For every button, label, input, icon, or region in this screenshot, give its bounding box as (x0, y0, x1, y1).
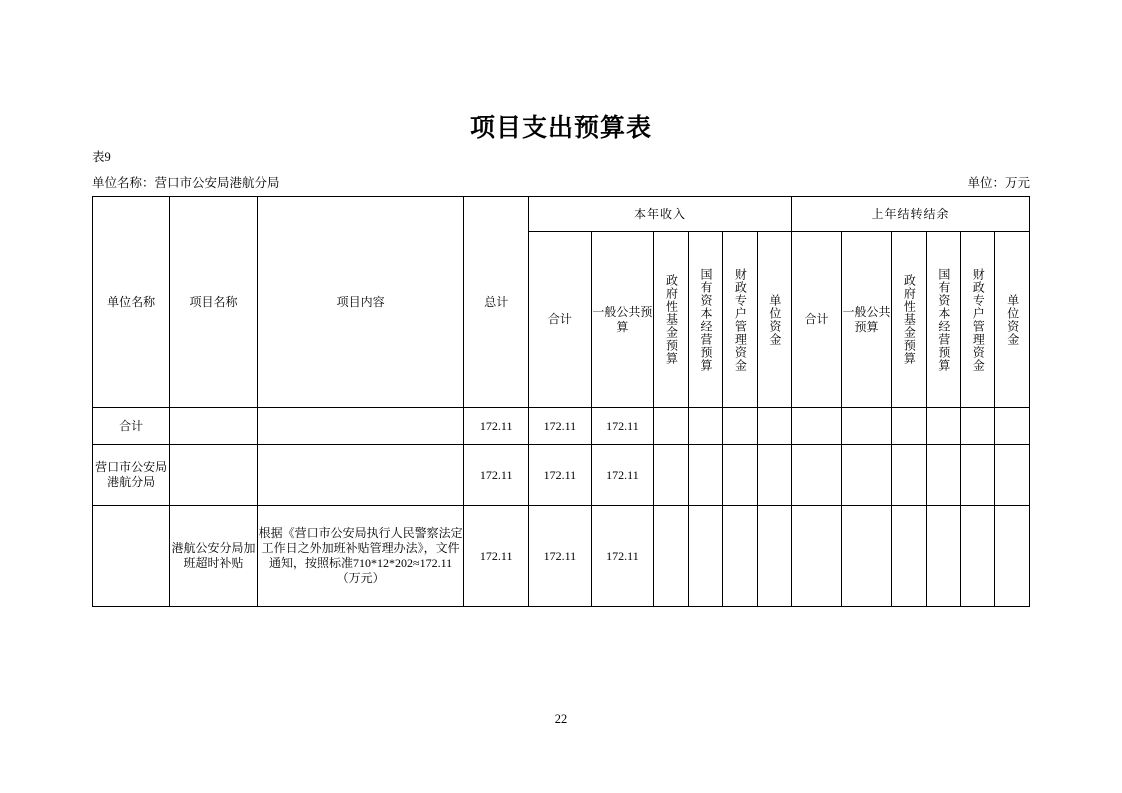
header-income-general-public-text: 一般公共预算 (592, 304, 653, 334)
table-number: 表9 (92, 150, 111, 164)
cell-carry-fiscal-account (960, 445, 994, 506)
header-project-name: 项目名称 (170, 197, 258, 408)
cell-project-content (257, 408, 464, 445)
cell-income-unit-fund (757, 506, 791, 607)
cell-income-general-public: 172.11 (591, 445, 654, 506)
header-income-state-capital (688, 232, 722, 408)
header-current-year-income: 本年收入 (529, 197, 792, 232)
cell-income-subtotal: 172.11 (529, 445, 592, 506)
cell-income-subtotal: 172.11 (529, 408, 592, 445)
cell-carry-subtotal (791, 408, 841, 445)
table-header-group-row (93, 197, 1030, 232)
header-carry-state-capital-text: 国有资本经营预算 (936, 267, 951, 372)
cell-carry-subtotal (791, 506, 841, 607)
cell-income-subtotal: 172.11 (529, 506, 592, 607)
cell-income-gov-fund (654, 445, 688, 506)
header-income-fiscal-account-text: 财政专户管理资金 (733, 267, 748, 372)
header-carry-gov-fund-text: 政府性基金预算 (902, 274, 917, 365)
cell-income-unit-fund (757, 408, 791, 445)
cell-income-fiscal-account (723, 445, 757, 506)
cell-carry-general-public (842, 506, 892, 607)
cell-income-fiscal-account (723, 408, 757, 445)
page-number: 22 (554, 712, 568, 726)
cell-unit-name: 营口市公安局港航分局 (93, 445, 170, 506)
cell-carry-general-public (842, 408, 892, 445)
unit-measure-label: 单位：万元 (967, 176, 1030, 190)
cell-income-fiscal-account (723, 506, 757, 607)
cell-carry-gov-fund (892, 445, 926, 506)
table-row (93, 408, 1030, 445)
cell-income-gov-fund (654, 506, 688, 607)
cell-income-gov-fund (654, 408, 688, 445)
header-income-gov-fund-text: 政府性基金预算 (664, 274, 679, 365)
cell-carry-fiscal-account (960, 506, 994, 607)
cell-income-general-public: 172.11 (591, 408, 654, 445)
cell-project-name (170, 445, 258, 506)
cell-carry-state-capital (926, 408, 960, 445)
header-income-subtotal: 合计 (529, 232, 592, 408)
cell-total: 172.11 (464, 408, 529, 445)
cell-carry-gov-fund (892, 408, 926, 445)
header-income-general-public (591, 232, 654, 408)
cell-carry-unit-fund (995, 408, 1030, 445)
header-project-content: 项目内容 (257, 197, 464, 408)
header-carry-subtotal: 合计 (791, 232, 841, 408)
header-carry-gov-fund (892, 232, 926, 408)
page-title: 项目支出预算表 (469, 114, 652, 142)
unit-info-line (92, 173, 1030, 191)
cell-carry-gov-fund (892, 506, 926, 607)
cell-carry-unit-fund (995, 506, 1030, 607)
header-carry-general-public (842, 232, 892, 408)
cell-total: 172.11 (464, 445, 529, 506)
cell-carry-subtotal (791, 445, 841, 506)
header-carry-fiscal-account (960, 232, 994, 408)
cell-carry-unit-fund (995, 445, 1030, 506)
header-total: 总计 (464, 197, 529, 408)
header-carry-state-capital (926, 232, 960, 408)
cell-carry-general-public (842, 445, 892, 506)
cell-income-state-capital (688, 506, 722, 607)
cell-project-name (170, 408, 258, 445)
header-income-unit-fund (757, 232, 791, 408)
budget-table (92, 196, 1030, 607)
header-carry-general-public-text: 一般公共预算 (842, 304, 891, 334)
cell-unit-name: 合计 (93, 408, 170, 445)
cell-carry-state-capital (926, 445, 960, 506)
header-income-fiscal-account (723, 232, 757, 408)
header-income-state-capital-text: 国有资本经营预算 (698, 267, 713, 372)
cell-project-name: 港航公安分局加班超时补贴 (170, 506, 258, 607)
unit-name-label: 单位名称：营口市公安局港航分局 (92, 176, 280, 190)
cell-income-general-public: 172.11 (591, 506, 654, 607)
cell-unit-name (93, 506, 170, 607)
header-income-unit-fund-text: 单位资金 (767, 293, 782, 346)
cell-project-content (257, 445, 464, 506)
header-income-gov-fund (654, 232, 688, 408)
header-carry-unit-fund (995, 232, 1030, 408)
header-carry-unit-fund-text: 单位资金 (1005, 293, 1020, 346)
cell-project-content: 根据《营口市公安局执行人民警察法定工作日之外加班补贴管理办法》，文件通知，按照标准710*12*202≈172.11（万元） (257, 506, 464, 607)
cell-income-state-capital (688, 445, 722, 506)
cell-carry-fiscal-account (960, 408, 994, 445)
header-carry-fiscal-account-text: 财政专户管理资金 (971, 267, 986, 372)
header-prior-year-carryover: 上年结转结余 (791, 197, 1029, 232)
cell-income-unit-fund (757, 445, 791, 506)
header-unit-name: 单位名称 (93, 197, 170, 408)
table-row (93, 445, 1030, 506)
table-row (93, 506, 1030, 607)
cell-total: 172.11 (464, 506, 529, 607)
cell-income-state-capital (688, 408, 722, 445)
cell-carry-state-capital (926, 506, 960, 607)
